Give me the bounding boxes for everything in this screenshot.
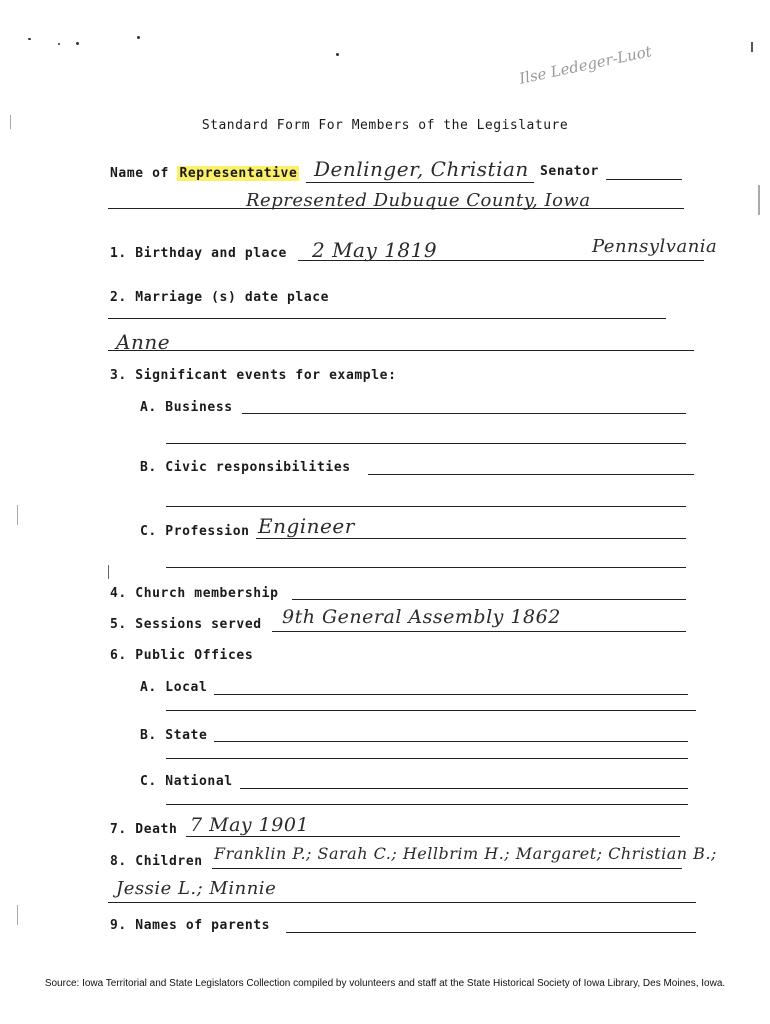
civic-line	[368, 474, 694, 475]
state-line-2	[166, 758, 688, 759]
marriage-label: 2. Marriage (s) date place	[110, 290, 330, 305]
local-line-2	[166, 710, 696, 711]
church-label: 4. Church membership	[110, 586, 279, 601]
scan-speck	[336, 53, 339, 56]
business-line	[242, 413, 686, 414]
handwritten-profession: Engineer	[258, 514, 355, 538]
state-label: B. State	[140, 728, 208, 743]
scan-speck	[28, 38, 31, 40]
local-label: A. Local	[140, 680, 208, 695]
scan-mark	[108, 565, 109, 579]
civic-label: B. Civic responsibilities	[140, 460, 351, 475]
scan-speck	[137, 36, 140, 39]
source-caption: Source: Iowa Territorial and State Legislators Collection compiled by volunteers and staff at the State Historical Society of Iowa Library, Des Moines, Iowa.	[44, 978, 726, 989]
scan-mark	[17, 505, 18, 525]
business-line-2	[166, 443, 686, 444]
profession-line	[256, 538, 686, 539]
handwritten-children-2: Jessie L.; Minnie	[116, 878, 277, 899]
name-label	[110, 166, 299, 181]
senator-label: Senator	[540, 164, 599, 179]
form-title: Standard Form For Members of the Legislature	[201, 118, 569, 133]
profession-label: C. Profession	[140, 524, 250, 539]
sessions-line	[272, 631, 686, 632]
children-line	[212, 868, 682, 869]
profession-line-2	[166, 567, 686, 568]
pencil-note: Ilse Ledeger-Luot	[517, 42, 654, 88]
scan-speck	[58, 43, 60, 45]
handwritten-birthday: 2 May 1819	[312, 238, 438, 262]
birthday-label: 1. Birthday and place	[110, 246, 287, 261]
handwritten-children-1: Franklin P.; Sarah C.; Hellbrim H.; Margaret; Christian B.;	[214, 844, 717, 863]
handwritten-sessions: 9th General Assembly 1862	[282, 606, 561, 628]
handwritten-represented: Represented Dubuque County, Iowa	[246, 190, 591, 211]
representative-label: Representative	[179, 166, 298, 181]
state-line	[214, 741, 688, 742]
significant-events-label: 3. Significant events for example:	[110, 368, 397, 383]
civic-line-2	[166, 506, 686, 507]
death-line	[186, 836, 680, 837]
handwritten-spouse: Anne	[116, 330, 171, 354]
parents-line	[286, 932, 696, 933]
scan-mark	[17, 905, 18, 925]
marriage-line	[108, 318, 666, 319]
spouse-line	[108, 350, 694, 351]
public-offices-label: 6. Public Offices	[110, 648, 254, 663]
handwritten-birthplace: Pennsylvania	[592, 236, 718, 257]
sessions-label: 5. Sessions served	[110, 617, 262, 632]
name-line	[306, 182, 534, 183]
parents-label: 9. Names of parents	[110, 918, 271, 933]
children-label: 8. Children	[110, 854, 203, 869]
name-of-label: Name of	[110, 166, 169, 181]
senator-line	[606, 179, 682, 180]
local-line	[214, 694, 688, 695]
national-line-2	[166, 804, 688, 805]
scan-speck	[76, 42, 79, 45]
business-label: A. Business	[140, 400, 233, 415]
national-line	[240, 788, 688, 789]
death-label: 7. Death	[110, 822, 178, 837]
church-line	[292, 599, 686, 600]
handwritten-name: Denlinger, Christian	[314, 157, 529, 181]
scan-mark	[758, 185, 760, 215]
handwritten-death: 7 May 1901	[190, 814, 310, 836]
national-label: C. National	[140, 774, 233, 789]
children-line-2	[108, 902, 696, 903]
scan-mark	[751, 42, 753, 52]
